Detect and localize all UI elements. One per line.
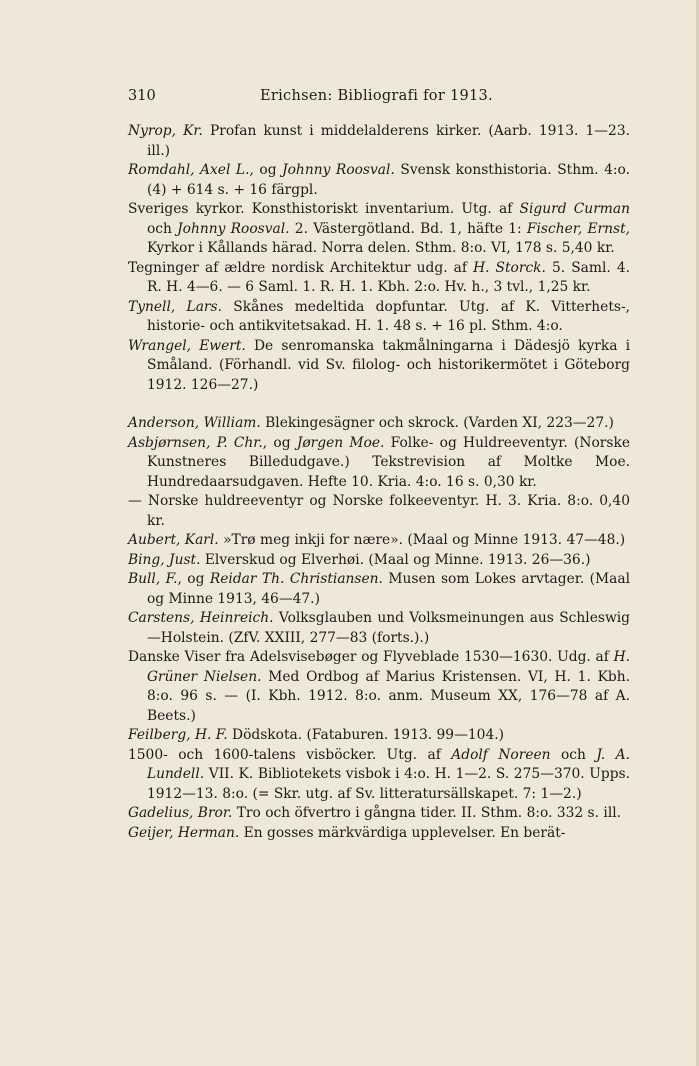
- entry-text: 2. Västergötland. Bd. 1, häfte 1:: [289, 220, 527, 237]
- entry-text: Profan kunst i middelalderens kirker. (Aarb. 1913. 1—23. ill.): [147, 123, 630, 159]
- entry-text: Skånes medeltida dopfuntar. Utg. af K. Vitterhets-, historie- och antikvitetsakad. H. 1. 48 s. + 16 pl. Sthm. 4:o.: [147, 298, 631, 334]
- entry-author: H. Storck.: [473, 259, 546, 276]
- entry-connector: och: [147, 220, 178, 237]
- entry-coauthor: J. A. Lundell.: [147, 746, 630, 782]
- bibliography-entry: [128, 492, 630, 531]
- page-number: 310: [128, 88, 156, 104]
- bibliography-entry: [128, 298, 630, 337]
- entry-author: Romdahl, Axel L.: [128, 162, 250, 178]
- bibliography-entry: [128, 531, 630, 551]
- entry-text: En gosses märkvärdiga upplevelser. En berät-: [239, 824, 566, 841]
- entry-coauthor: Reidar Th. Christiansen.: [209, 571, 383, 587]
- entry-lead: Sveriges kyrkor. Konsthistoriskt inventarium. Utg. af: [128, 201, 520, 217]
- bibliography-entries: [128, 122, 630, 843]
- entry-connector: , og: [177, 571, 210, 587]
- entry-author: Sigurd Curman: [519, 201, 630, 217]
- entry-text: Folke- og Huldreeventyr. (Norske Kunstneres Billedudgave.) Tekstrevision af Moltke Moe. Hundredaarsudgaven. Hefte 10. Kria. 4:o. 16 s. 0,30 kr.: [147, 434, 631, 490]
- bibliography-entry: [128, 726, 630, 746]
- bibliography-entry: [128, 551, 630, 571]
- entry-author: Anderson, William.: [128, 415, 261, 431]
- entry-lead: Tegninger af ældre nordisk Architektur udg. af: [128, 259, 474, 276]
- bibliography-entry: [128, 609, 630, 648]
- entry-text: De senromanska takmålningarna i Dädesjö kyrka i Småland. (Förhandl. vid Sv. filolog- och historikermötet i Göteborg 1912. 126—27.): [147, 337, 630, 393]
- bibliography-entry: [128, 259, 630, 298]
- bibliography-entry: [128, 824, 630, 844]
- entry-author: Carstens, Heinreich.: [128, 610, 274, 626]
- entry-author: Bing, Just.: [128, 551, 201, 568]
- bibliography-entry: [128, 746, 630, 805]
- entry-author: Bull, F.: [128, 571, 178, 587]
- entry-author: Adolf Noreen: [451, 746, 551, 763]
- entry-text: Elverskud og Elverhøi. (Maal og Minne. 1913. 26—36.): [200, 551, 591, 568]
- entry-lead: 1500- och 1600-talens visböcker. Utg. af: [128, 746, 452, 763]
- entry-coauthor: Jørgen Moe.: [296, 434, 385, 451]
- entry-author: Wrangel, Ewert.: [128, 337, 246, 354]
- entry-text: »Trø meg inkji for nære». (Maal og Minne 1913. 47—48.): [218, 532, 626, 548]
- entry-author: Aubert, Karl.: [128, 532, 219, 548]
- entry-connector: och: [550, 746, 597, 763]
- running-head: Erichsen: Bibliografi for 1913.: [260, 88, 493, 104]
- page-header: [128, 88, 628, 108]
- entry-text: Volksglauben und Volksmeinungen aus Schleswig—Holstein. (ZfV. XXIII, 277—83 (forts.).): [147, 610, 631, 646]
- entry-text: Dödskota. (Fataburen. 1913. 99—104.): [227, 727, 504, 743]
- entry-author: Nyrop, Kr.: [128, 123, 203, 139]
- bibliography-entry: [128, 570, 630, 609]
- entry-connector: , og: [262, 434, 297, 451]
- entry-text: Med Ordbog af Marius Kristensen. VI, H. 1. Kbh. 8:o. 96 s. — (I. Kbh. 1912. 8:o. anm. Museum XX, 176—78 af A. Beets.): [147, 668, 630, 724]
- entry-lead: — Norske huldreeventyr og Norske folkeeventyr. H. 3. Kria. 8:o. 0,40 kr.: [128, 493, 630, 529]
- entry-coauthor: Johnny Roosval.: [282, 162, 395, 178]
- entry-text: Musen som Lokes arvtager. (Maal og Minne 1913, 46—47.): [147, 571, 631, 607]
- entry-author: Asbjørnsen, P. Chr.: [128, 434, 263, 451]
- bibliography-entry: [128, 648, 630, 726]
- entry-text: Blekingesägner och skrock. (Varden XI, 223—27.): [260, 415, 614, 431]
- entry-author: Tynell, Lars.: [128, 298, 222, 315]
- entry-connector: , og: [249, 162, 283, 178]
- entry-text: Tro och öfvertro i gångna tider. II. Sthm. 8:o. 332 s. ill.: [232, 805, 622, 821]
- bibliography-entry: [128, 434, 630, 493]
- entry-author-secondary: Fischer, Ernst,: [526, 220, 631, 237]
- bibliography-entry: [128, 122, 630, 161]
- section-gap: [128, 395, 630, 414]
- entry-text: Svensk konsthistoria. Sthm. 4:o. (4) + 614 s. + 16 färgpl.: [147, 162, 630, 198]
- entry-author: Geijer, Herman.: [128, 824, 240, 841]
- entry-author: Feilberg, H. F.: [128, 727, 228, 743]
- bibliography-entry: [128, 200, 630, 259]
- bibliography-entry: [128, 414, 630, 434]
- bibliography-entry: [128, 161, 630, 200]
- entry-lead: Danske Viser fra Adelsvisebøger og Flyveblade 1530—1630. Udg. af: [128, 649, 614, 665]
- entry-author: Gadelius, Bror.: [128, 805, 233, 821]
- entry-coauthor: Johnny Roosval.: [177, 220, 290, 237]
- bibliography-entry: [128, 804, 630, 824]
- entry-text-cont: Kyrkor i Kållands härad. Norra delen. Sthm. 8:o. VI, 178 s. 5,40 kr.: [147, 240, 615, 256]
- entry-author: H. Grüner Nielsen.: [147, 649, 630, 685]
- entry-text: VII. K. Bibliotekets visbok i 4:o. H. 1—2. S. 275—370. Upps. 1912—13. 8:o. (= Skr. utg. af Sv. litteratursällskapet. 7: 1—2.): [147, 766, 630, 802]
- entry-text: 5. Saml. 4. R. H. 4—6. — 6 Saml. 1. R. H. 1. Kbh. 2:o. Hv. h., 3 tvl., 1,25 kr.: [147, 259, 630, 295]
- bibliography-entry: [128, 337, 630, 396]
